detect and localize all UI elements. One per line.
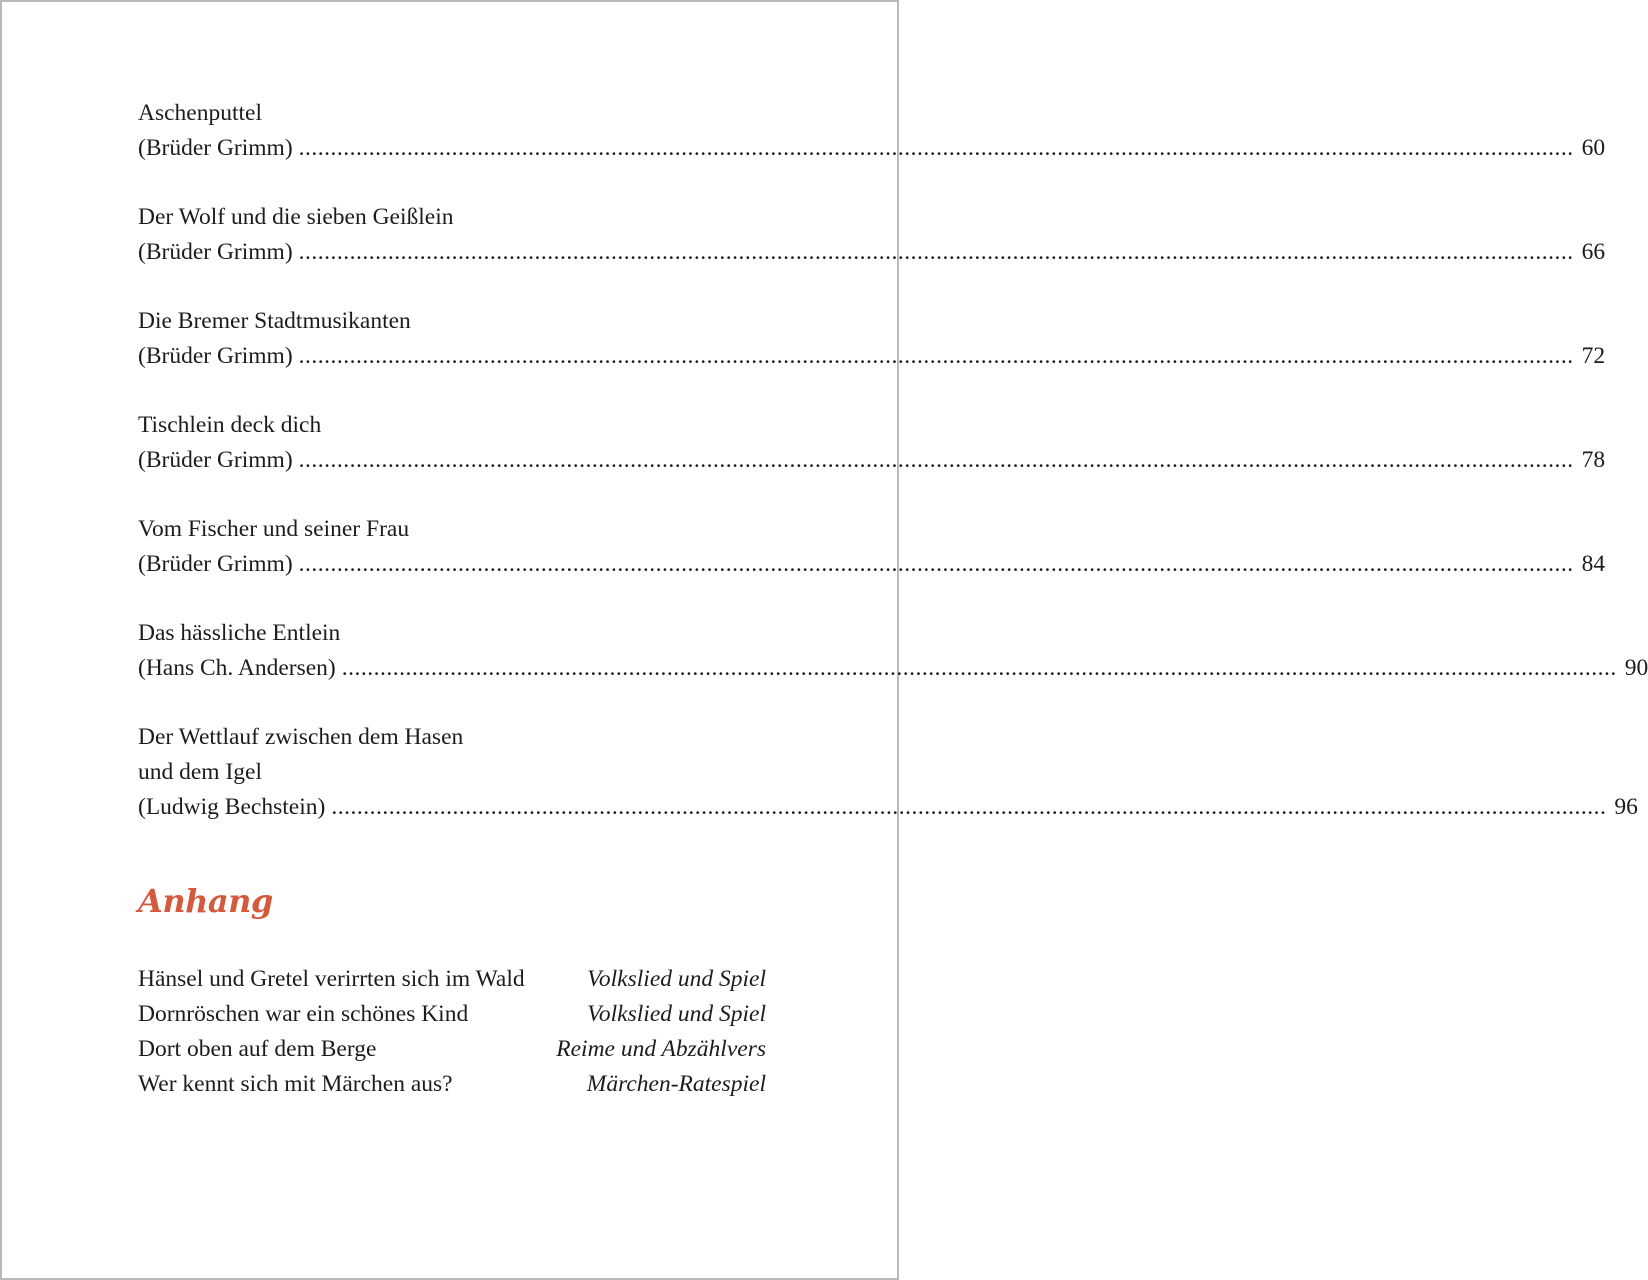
toc-entry-page-number: 72 xyxy=(1581,343,1606,369)
dot-leader: ........................................................................................................................................................................................................ xyxy=(298,343,1574,369)
table-of-contents xyxy=(138,96,1648,859)
appendix-item-genre: Volkslied und Spiel xyxy=(587,1001,766,1027)
dot-leader: ........................................................................................................................................................................................................ xyxy=(298,135,1574,161)
toc-entry-author: (Brüder Grimm) xyxy=(138,551,293,577)
dot-leader: ........................................................................................................................................................................................................ xyxy=(341,655,1617,681)
appendix-item xyxy=(138,997,766,1032)
toc-entry-author: (Brüder Grimm) xyxy=(138,447,293,473)
appendix-item xyxy=(138,1067,766,1102)
appendix-item-title: Dort oben auf dem Berge xyxy=(138,1036,377,1062)
appendix-item xyxy=(138,962,766,997)
toc-entry xyxy=(138,512,1606,582)
toc-entry-title: Der Wettlauf zwischen dem Hasen xyxy=(138,724,464,750)
appendix-item-title: Wer kennt sich mit Märchen aus? xyxy=(138,1071,453,1097)
toc-entry-leader-line xyxy=(138,443,1606,478)
toc-entry-title: Die Bremer Stadtmusikanten xyxy=(138,308,411,334)
toc-entry-author: (Brüder Grimm) xyxy=(138,343,293,369)
toc-entry-page-number: 60 xyxy=(1581,135,1606,161)
toc-entry-leader-line xyxy=(138,651,1648,686)
toc-entry-author: (Brüder Grimm) xyxy=(138,239,293,265)
toc-entry-page-number: 96 xyxy=(1614,794,1638,820)
toc-entry-page-number: 78 xyxy=(1581,447,1606,473)
dot-leader: ........................................................................................................................................................................................................ xyxy=(331,794,1607,820)
appendix-item-title: Hänsel und Gretel verirrten sich im Wald xyxy=(138,966,525,992)
toc-entry xyxy=(138,720,1638,825)
toc-entry-author: (Brüder Grimm) xyxy=(138,135,293,161)
appendix-item-genre: Volkslied und Spiel xyxy=(587,966,766,992)
dot-leader: ........................................................................................................................................................................................................ xyxy=(298,551,1574,577)
appendix-heading: Anhang xyxy=(138,882,273,920)
toc-entry-author: (Hans Ch. Andersen) xyxy=(138,655,336,681)
toc-entry-leader-line xyxy=(138,790,1638,825)
toc-entry-title: Tischlein deck dich xyxy=(138,412,322,438)
toc-entry-page-number: 90 xyxy=(1624,655,1648,681)
toc-entry-leader-line xyxy=(138,235,1606,270)
appendix-item-title: Dornröschen war ein schönes Kind xyxy=(138,1001,469,1027)
appendix-item-genre: Märchen-Ratespiel xyxy=(586,1071,766,1097)
appendix-item-genre: Reime und Abzählvers xyxy=(556,1036,766,1062)
toc-entry-author: (Ludwig Bechstein) xyxy=(138,794,326,820)
toc-entry xyxy=(138,408,1606,478)
toc-entry-title: Der Wolf und die sieben Geißlein xyxy=(138,204,454,230)
toc-entry xyxy=(138,200,1606,270)
appendix-item xyxy=(138,1032,766,1067)
dot-leader: ........................................................................................................................................................................................................ xyxy=(298,447,1574,473)
toc-entry-leader-line xyxy=(138,547,1606,582)
toc-entry xyxy=(138,616,1648,686)
toc-entry-leader-line xyxy=(138,131,1606,166)
toc-entry xyxy=(138,304,1606,374)
toc-entry-title: Vom Fischer und seiner Frau xyxy=(138,516,410,542)
toc-entry xyxy=(138,96,1606,166)
toc-entry-page-number: 66 xyxy=(1581,239,1606,265)
toc-entry-leader-line xyxy=(138,339,1606,374)
toc-entry-page-number: 84 xyxy=(1581,551,1606,577)
toc-entry-title-continued: und dem Igel xyxy=(138,759,262,785)
toc-entry-title: Aschenputtel xyxy=(138,100,262,126)
appendix-list xyxy=(138,962,766,1102)
toc-entry-title: Das hässliche Entlein xyxy=(138,620,341,646)
dot-leader: ........................................................................................................................................................................................................ xyxy=(298,239,1574,265)
